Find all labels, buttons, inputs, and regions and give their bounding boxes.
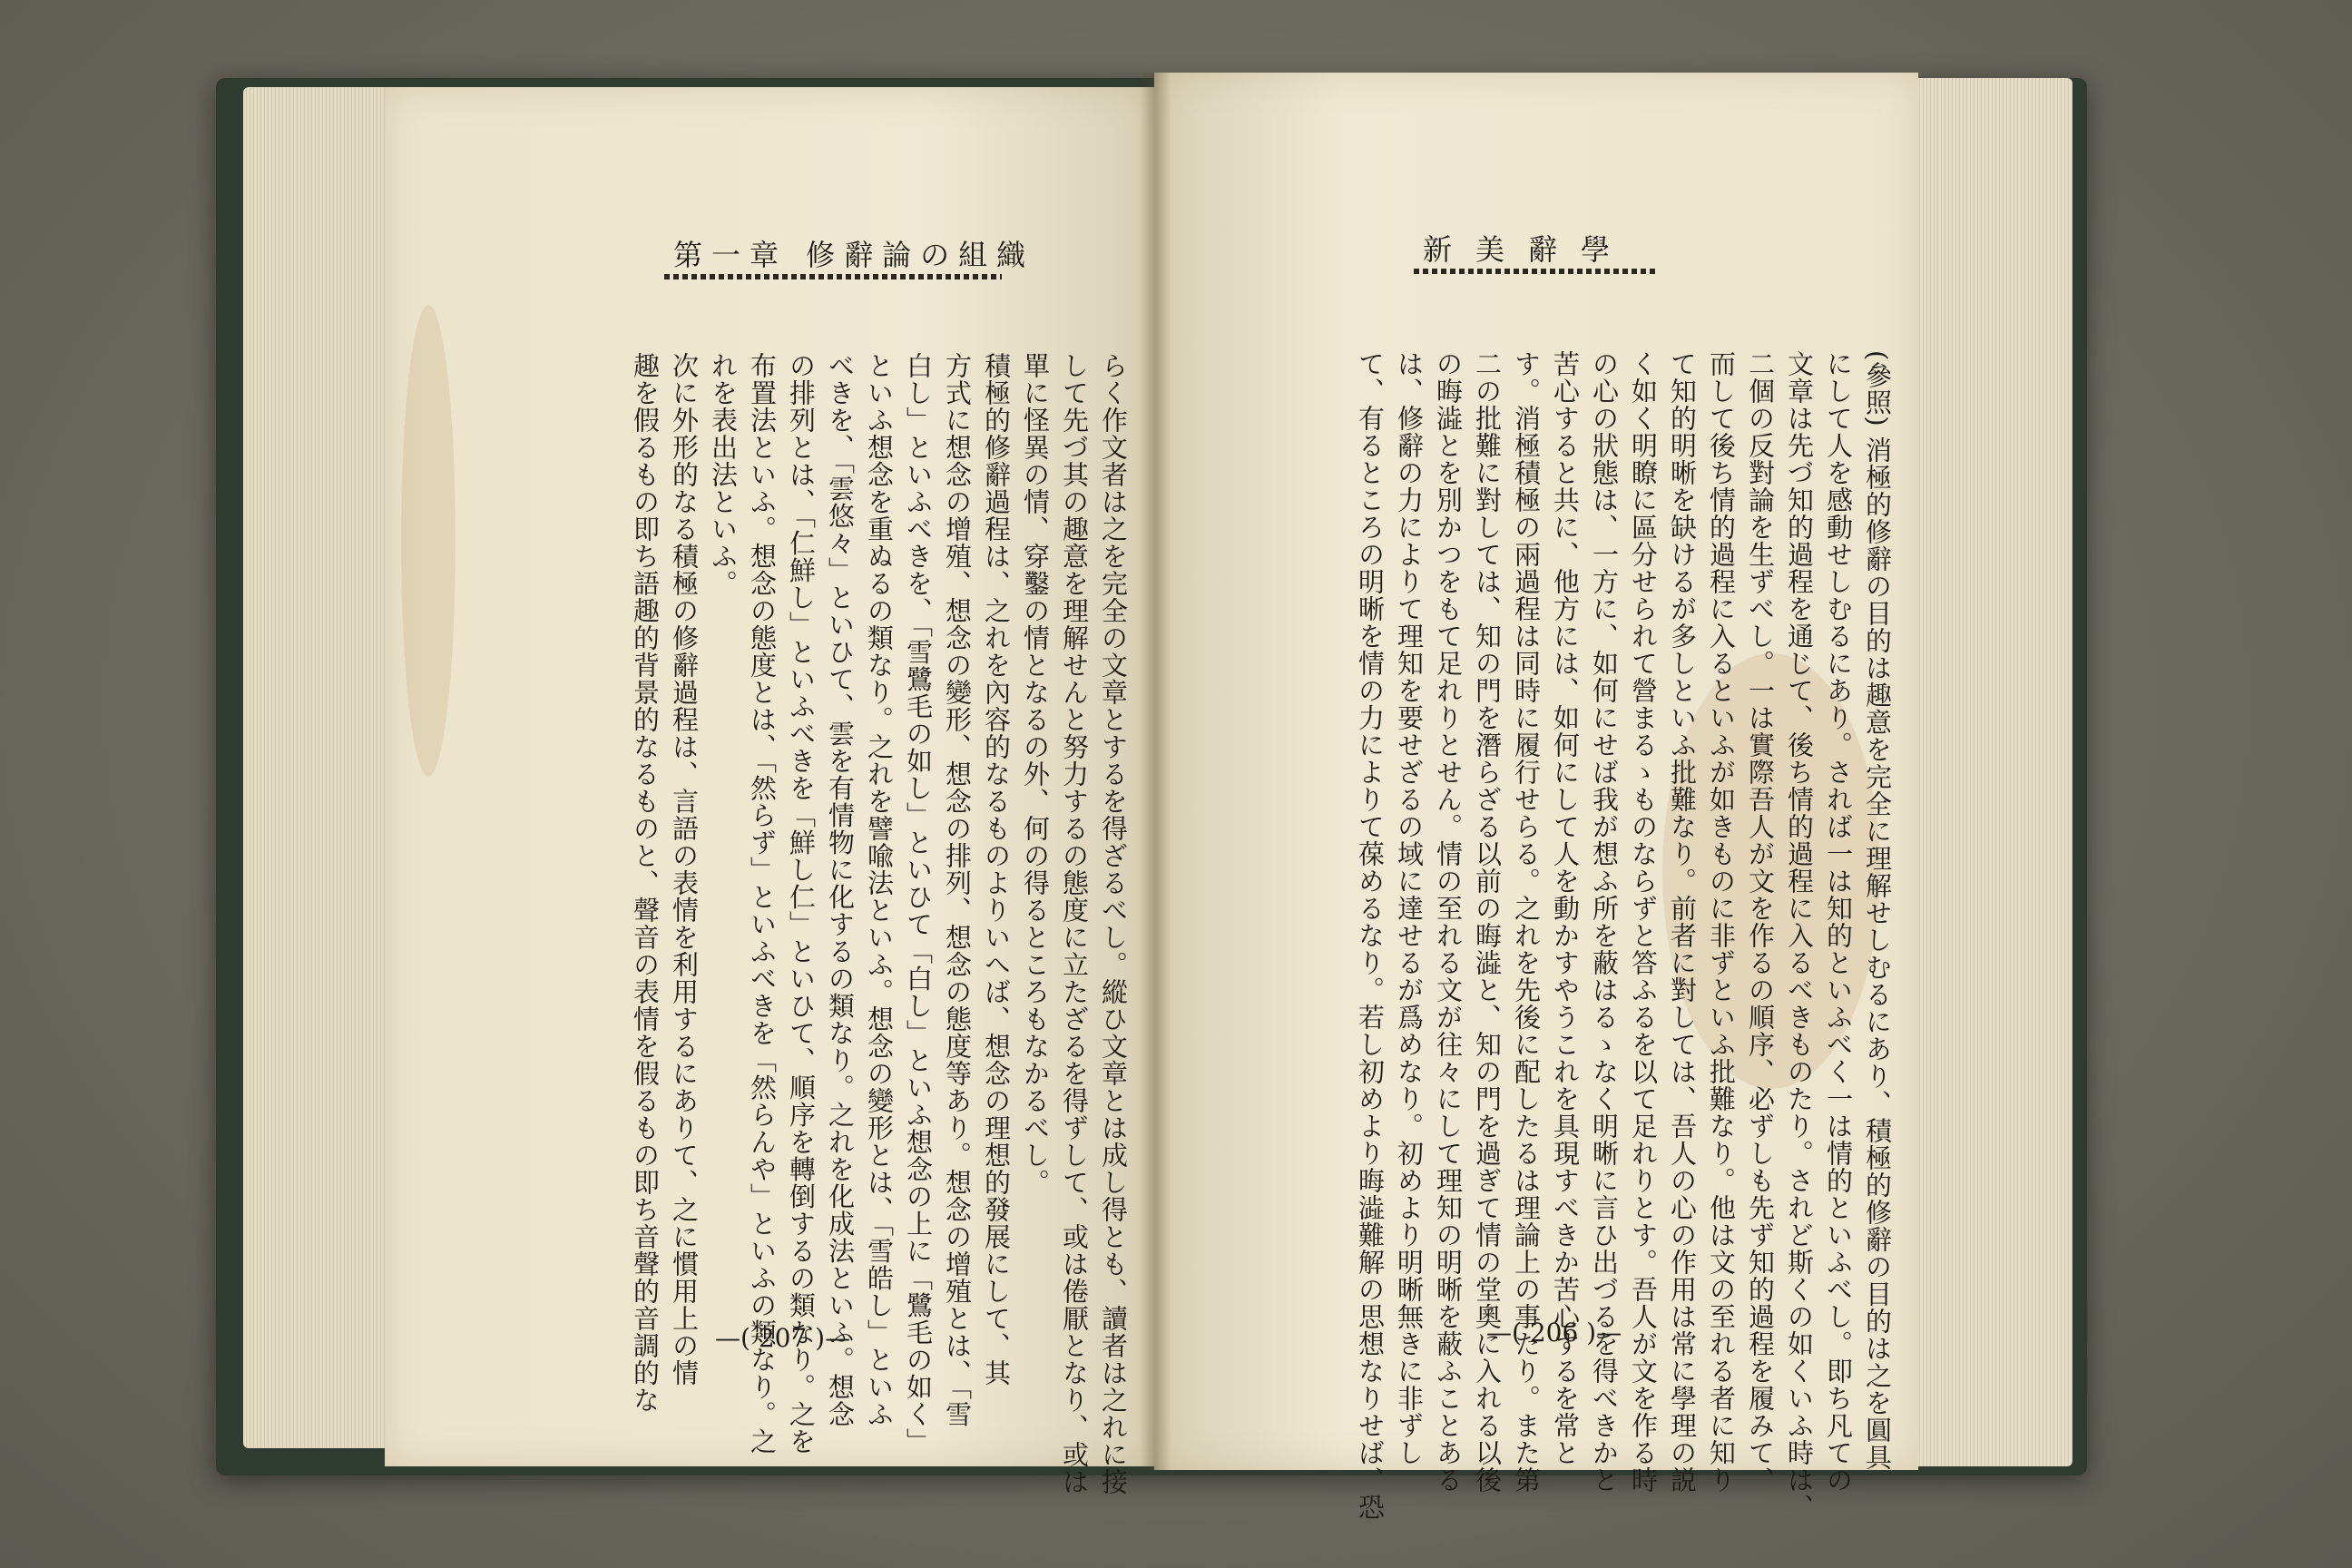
- text-line: 趣を假るもの即ち語趣的背景的なるものと、聲音の表情を假るもの即ち音聲的音調的な: [630, 352, 661, 1414]
- text-line: にして人を感動せしむるにあり。されば一は知的といふべく一は情的といふべし。即ち凡ての: [1823, 350, 1854, 1494]
- text-line: 次に外形的なる積極の修辭過程は、言語の表情を利用するにありて、之に慣用上の情: [669, 352, 700, 1387]
- text-line: 單に怪異の情、穿鑿の情となるの外、何の得るところもなかるべし。: [1020, 352, 1051, 1196]
- text-line: 苦心すると共に、他方には、如何にして人を動かすやうこれを具現すべきか苦心するを常と: [1550, 350, 1581, 1466]
- text-line: れを表出法といふ。: [708, 352, 739, 597]
- text-line: らく作文者は之を完全の文章とするを得ざるべし。縱ひ文章とは成し得とも、讀者は之れに接: [1098, 352, 1129, 1495]
- text-line: 二個の反對論を生ずべし。一は實際吾人が文を作るの順序、必ずしも先ず知的過程を履みて、: [1745, 350, 1776, 1494]
- right-page-number: —( 206 )—: [1486, 1318, 1622, 1348]
- left-header-rule: [664, 274, 1002, 279]
- right-page: [1154, 73, 1918, 1521]
- book-gutter: [1140, 73, 1171, 1470]
- text-line: して先づ其の趣意を理解せんと努力するの態度に立たざるを得ずして、或は倦厭となり、或は: [1059, 352, 1090, 1495]
- text-line: 二の批難に對しては、知の門を潛らざる以前の晦澁と、知の門を過ぎて情の堂奧に入れる以後: [1472, 350, 1503, 1494]
- left-text-column: [625, 352, 1132, 1495]
- right-running-head: 新美辭學: [1423, 232, 1634, 267]
- text-line: の排列とは、「仁鮮し」といふべきを「鮮し仁」といひて、順序を轉倒するの類なり。之を: [786, 352, 817, 1455]
- text-line: 方式に想念の增殖、想念の變形、想念の排列、想念の態度等あり。想念の增殖とは、「雪: [942, 352, 973, 1428]
- text-line: べきを、「雲悠々」といひて、雲を有情物に化するの類なり。之れを化成法といふ。想念: [825, 352, 856, 1428]
- text-line: の晦澁とを別かつをもて足れりとせん。情の至れる文が往々にして理知の明晰を蔽ふことある: [1433, 350, 1464, 1494]
- text-line: 積極的修辭過程は、之れを內容的なるものよりいへば、想念の理想的發展にして、其: [981, 352, 1012, 1387]
- text-line: く如く明瞭に區分せられて營まるゝものならずと答ふるを以て足れりとす。吾人が文を作る時: [1628, 350, 1659, 1494]
- left-page: [385, 87, 1154, 1495]
- page-edges-left: [243, 87, 388, 1448]
- text-line: す。消極積極の兩過程は同時に履行せらる。之れを先後に配したるは理論上の事たり。また第: [1511, 350, 1542, 1494]
- text-line: は、修辭の力によりて理知を要せざるの域に達せるが爲めなり。初めより明晰無きに非ずし: [1394, 350, 1425, 1466]
- text-line: といふ想念を重ぬるの類なり。之れを譬喩法といふ。想念の變形とは、「雪皓し」といふ: [864, 352, 895, 1428]
- text-line: の心の狀態は、一方に、如何にせば我が想ふ所を蔽はるゝなく明晰に言ひ出づるを得べきかと: [1589, 350, 1620, 1494]
- text-line: て知的明晰を缺けるが多しといふ批難なり。前者に對しては、吾人の心の作用は常に學理の説: [1667, 350, 1698, 1494]
- right-header-rule: [1414, 269, 1655, 274]
- text-line: 文章は先づ知的過程を通じて、後ち情的過程に入るべきものたり。されど斯くの如くいふ時は、: [1784, 350, 1815, 1521]
- right-text-column: [1350, 350, 1896, 1521]
- text-line: 布置法といふ。想念の態度とは、「然らず」といふべきを「然らんや」といふの類なり。之: [747, 352, 778, 1455]
- left-page-number: —( 207 )—: [715, 1323, 851, 1353]
- text-line: 而して後ち情的過程に入るといふが如きものに非ずといふ批難なり。他は文の至れる者に知り: [1706, 350, 1737, 1494]
- left-running-head: 第一章 修辭論の組織: [673, 238, 1035, 272]
- text-line: (參照) 消極的修辭の目的は趣意を完全に理解せしむるにあり、積極的修辭の目的は之を圓具: [1862, 350, 1893, 1471]
- text-line: 白し」といふべきを、「雪鷺毛の如し」といひて「白し」といふ想念の上に「鷺毛の如く」: [903, 352, 934, 1455]
- text-line: て、有るところの明晰を情の力によりて葆めるなり。若し初めより晦澁難解の思想なりせば、恐: [1355, 350, 1386, 1521]
- page-edges-right: [1913, 78, 2073, 1466]
